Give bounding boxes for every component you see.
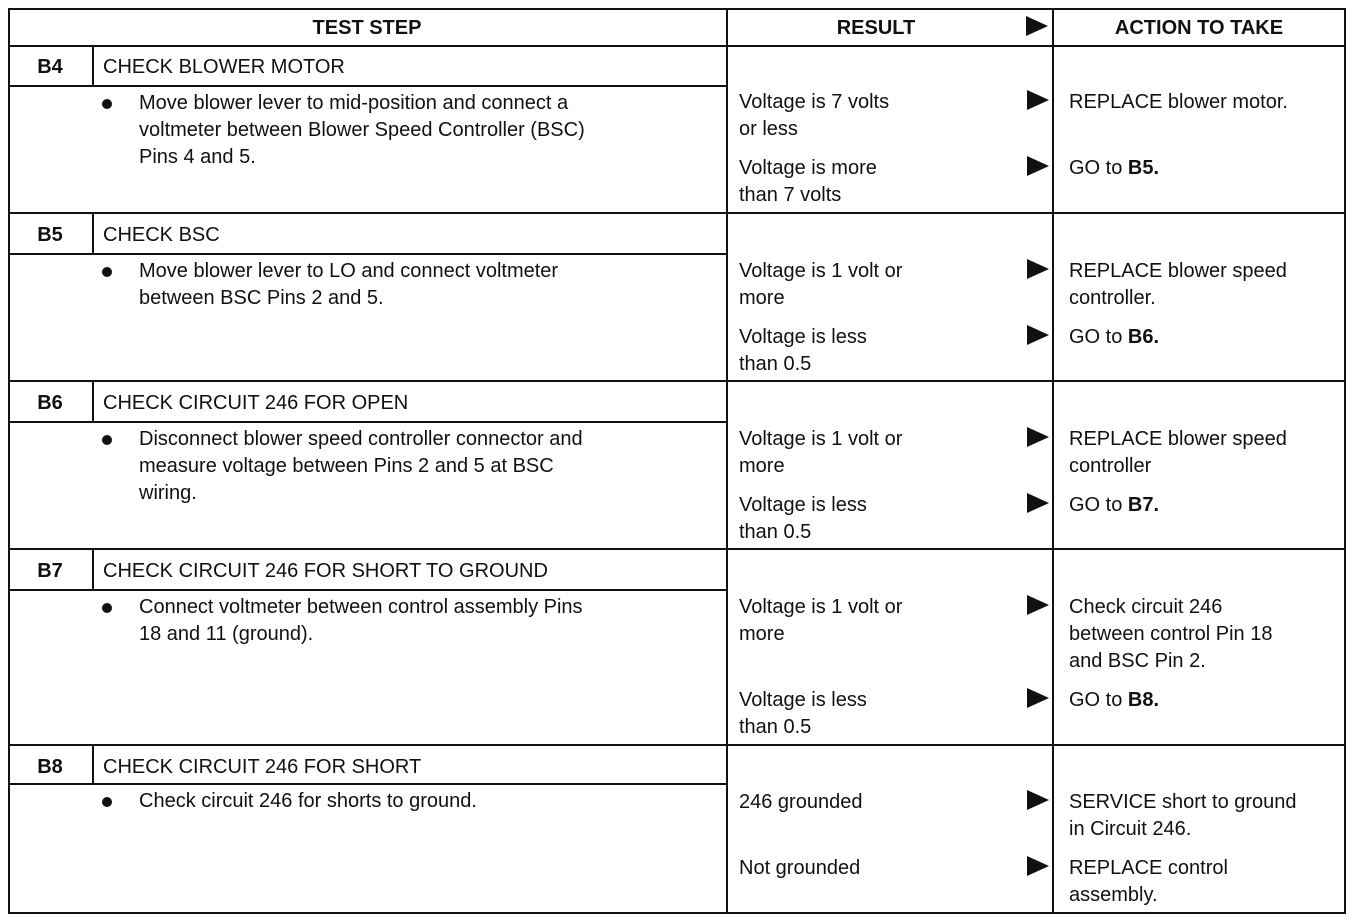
step-separator bbox=[8, 380, 1346, 382]
step-separator bbox=[8, 212, 1346, 214]
header-action: ACTION TO TAKE bbox=[1114, 17, 1284, 39]
result-text: Voltage is 1 volt or more bbox=[739, 428, 903, 477]
step-code: B5 bbox=[37, 224, 63, 246]
action-text bbox=[1069, 492, 1341, 519]
step-code: B7 bbox=[37, 560, 63, 582]
result-column-divider bbox=[726, 8, 728, 914]
bullet-icon bbox=[102, 267, 112, 277]
arrow-right-icon bbox=[1027, 688, 1049, 708]
bullet-icon bbox=[102, 797, 112, 807]
bullet-icon bbox=[102, 435, 112, 445]
header-bottom-border bbox=[8, 45, 1346, 47]
step-code-divider bbox=[92, 382, 94, 421]
action-column-divider bbox=[1052, 8, 1054, 914]
step-code: B8 bbox=[37, 756, 63, 778]
step-title: CHECK BLOWER MOTOR bbox=[103, 56, 345, 78]
action-text bbox=[1069, 89, 1341, 116]
result-text: 246 grounded bbox=[739, 791, 863, 813]
arrow-right-icon bbox=[1027, 493, 1049, 513]
header-test-step: TEST STEP bbox=[312, 17, 422, 39]
action-step-reference: B7. bbox=[1127, 494, 1160, 516]
result-text: Voltage is 1 volt or more bbox=[739, 596, 903, 645]
step-title: CHECK CIRCUIT 246 FOR OPEN bbox=[103, 392, 409, 414]
step-code: B4 bbox=[37, 56, 63, 78]
arrow-right-icon bbox=[1027, 595, 1049, 615]
arrow-right-icon bbox=[1027, 259, 1049, 279]
action-step-reference: B8. bbox=[1127, 689, 1160, 711]
step-title: CHECK CIRCUIT 246 FOR SHORT TO GROUND bbox=[103, 560, 548, 582]
result-text: Voltage is less than 0.5 bbox=[739, 326, 867, 375]
step-title: CHECK BSC bbox=[103, 224, 220, 246]
step-title-underline bbox=[8, 421, 726, 423]
action-text-plain: GO to bbox=[1069, 326, 1128, 348]
header-result: RESULT bbox=[836, 17, 916, 39]
action-text-plain: GO to bbox=[1069, 689, 1128, 711]
table-top-border bbox=[8, 8, 1346, 10]
action-text-plain: SERVICE short to ground in Circuit 246. bbox=[1069, 791, 1297, 840]
step-title-underline bbox=[8, 783, 726, 785]
action-text bbox=[1069, 594, 1341, 675]
step-instruction: Move blower lever to LO and connect voltmeter between BSC Pins 2 and 5. bbox=[139, 260, 559, 309]
result-text: Voltage is less than 0.5 bbox=[739, 689, 867, 738]
action-text bbox=[1069, 155, 1341, 182]
step-separator bbox=[8, 548, 1346, 550]
action-step-reference: B5. bbox=[1127, 157, 1160, 179]
result-text: Not grounded bbox=[739, 857, 861, 879]
result-text: Voltage is 7 volts or less bbox=[739, 91, 890, 140]
step-title-underline bbox=[8, 589, 726, 591]
arrow-right-icon bbox=[1027, 427, 1049, 447]
action-text-plain: GO to bbox=[1069, 157, 1128, 179]
step-title-underline bbox=[8, 253, 726, 255]
action-text-plain: REPLACE blower motor. bbox=[1069, 91, 1288, 113]
step-code-divider bbox=[92, 46, 94, 85]
step-instruction: Check circuit 246 for shorts to ground. bbox=[139, 790, 477, 812]
action-text-plain: GO to bbox=[1069, 494, 1128, 516]
action-text bbox=[1069, 855, 1341, 909]
action-step-reference: B6. bbox=[1127, 326, 1160, 348]
step-title-underline bbox=[8, 85, 726, 87]
step-instruction: Move blower lever to mid-position and connect a voltmeter between Blower Speed Controller (BSC) Pins 4 and 5. bbox=[139, 92, 585, 168]
arrow-right-icon bbox=[1027, 856, 1049, 876]
action-text bbox=[1069, 687, 1341, 714]
arrow-right-icon bbox=[1027, 325, 1049, 345]
action-text-plain: REPLACE control assembly. bbox=[1069, 857, 1228, 906]
step-code-divider bbox=[92, 214, 94, 253]
action-text-plain: Check circuit 246 between control Pin 18 and BSC Pin 2. bbox=[1069, 596, 1273, 672]
arrow-right-icon bbox=[1027, 90, 1049, 110]
step-instruction: Disconnect blower speed controller connector and measure voltage between Pins 2 and 5 at BSC wiring. bbox=[139, 428, 583, 504]
step-instruction: Connect voltmeter between control assembly Pins 18 and 11 (ground). bbox=[139, 596, 583, 645]
arrow-right-icon bbox=[1027, 790, 1049, 810]
result-text: Voltage is more than 7 volts bbox=[739, 157, 877, 206]
action-text bbox=[1069, 426, 1341, 480]
bullet-icon bbox=[102, 603, 112, 613]
header-arrow-icon bbox=[1026, 16, 1048, 36]
table-right-border bbox=[1344, 8, 1346, 914]
result-text: Voltage is less than 0.5 bbox=[739, 494, 867, 543]
action-text bbox=[1069, 324, 1341, 351]
action-text bbox=[1069, 258, 1341, 312]
action-text-plain: REPLACE blower speed controller bbox=[1069, 428, 1287, 477]
action-text-plain: REPLACE blower speed controller. bbox=[1069, 260, 1287, 309]
step-code-divider bbox=[92, 746, 94, 783]
step-code: B6 bbox=[37, 392, 63, 414]
arrow-right-icon bbox=[1027, 156, 1049, 176]
step-code-divider bbox=[92, 550, 94, 589]
bullet-icon bbox=[102, 99, 112, 109]
step-separator bbox=[8, 744, 1346, 746]
table-bottom-border bbox=[8, 912, 1346, 914]
action-text bbox=[1069, 789, 1341, 843]
step-title: CHECK CIRCUIT 246 FOR SHORT bbox=[103, 756, 422, 778]
result-text: Voltage is 1 volt or more bbox=[739, 260, 903, 309]
